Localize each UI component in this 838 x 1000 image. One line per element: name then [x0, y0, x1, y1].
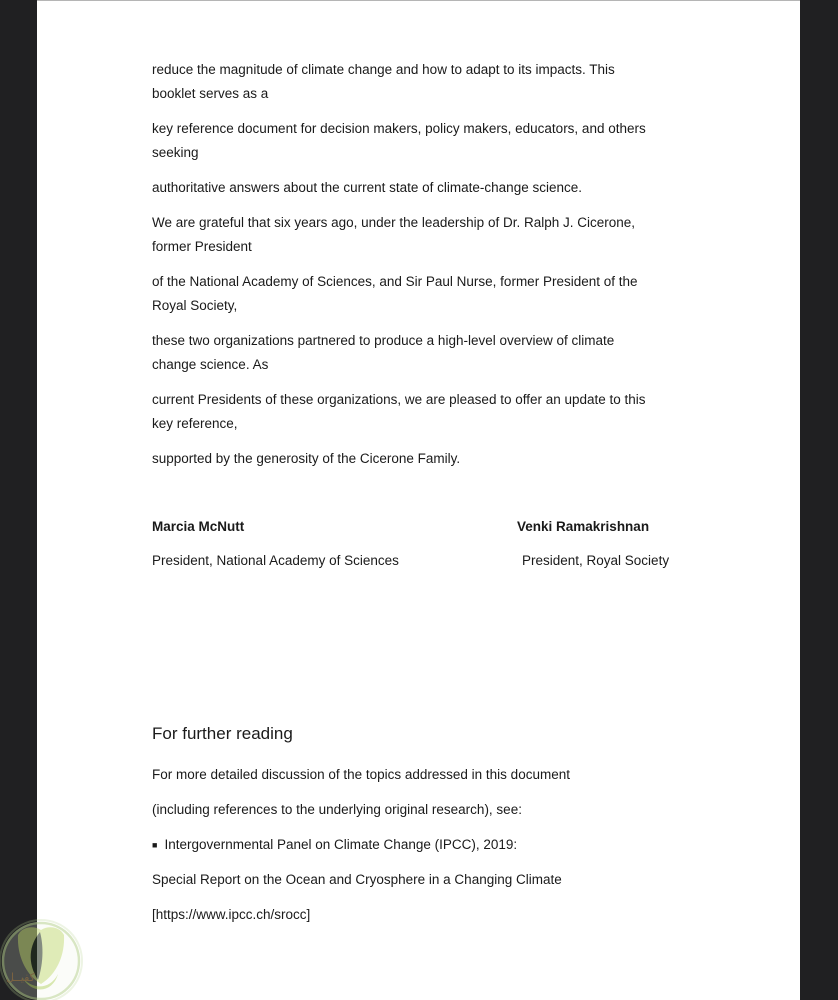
text-line: seeking: [152, 145, 199, 160]
paragraph: [152, 798, 712, 822]
text-line: these two organizations partnered to produce a high-level overview of climate: [152, 333, 615, 348]
reference-title: Intergovernmental Panel on Climate Change (IPCC), 2019:: [164, 837, 518, 852]
paragraph: [152, 329, 712, 377]
kafeel-watermark-logo: [0, 917, 86, 1000]
text-line: former President: [152, 239, 252, 254]
text-line: supported by the generosity of the Cicerone Family.: [152, 451, 461, 466]
paragraph: [152, 211, 712, 259]
paragraph: [152, 903, 712, 927]
text-line: For more detailed discussion of the topics addressed in this document: [152, 767, 570, 782]
signature-titles-row: [152, 549, 712, 573]
text-line: Royal Society,: [152, 298, 238, 313]
signatory-name-right: Venki Ramakrishnan: [517, 519, 650, 534]
watermark-arabic-label: كفيــل: [6, 971, 35, 984]
signature-names-row: [152, 515, 712, 539]
paragraph: [152, 58, 712, 106]
text-line: We are grateful that six years ago, under the leadership of Dr. Ralph J. Cicerone,: [152, 215, 636, 230]
page-top-edge: [37, 0, 800, 1]
reference-url: [https://www.ipcc.ch/srocc]: [152, 907, 311, 922]
reference-item: [152, 833, 712, 857]
paragraph: [152, 868, 712, 892]
text-line: of the National Academy of Sciences, and Sir Paul Nurse, former President of the: [152, 274, 638, 289]
text-line: reduce the magnitude of climate change and how to adapt to its impacts. This: [152, 62, 615, 77]
paragraph: [152, 176, 712, 200]
document-page-content: [152, 58, 712, 938]
square-bullet-icon: ■: [152, 840, 158, 850]
text-line: Special Report on the Ocean and Cryosphere in a Changing Climate: [152, 872, 562, 887]
further-reading-heading: For further reading: [152, 724, 293, 743]
signatory-title-left: President, National Academy of Sciences: [152, 553, 399, 568]
paragraph: [152, 270, 712, 318]
left-letterbox-bar: [0, 0, 37, 1000]
text-line: authoritative answers about the current state of climate-change science.: [152, 180, 582, 195]
signatory-name-left: Marcia McNutt: [152, 519, 245, 534]
text-line: change science. As: [152, 357, 269, 372]
paragraph: [152, 117, 712, 165]
text-line: [152, 833, 712, 857]
text-line: (including references to the underlying original research), see:: [152, 802, 522, 817]
signatory-title-right: President, Royal Society: [522, 553, 670, 568]
text-line: key reference document for decision makers, policy makers, educators, and others: [152, 121, 646, 136]
text-line: key reference,: [152, 416, 238, 431]
paragraph: [152, 447, 712, 471]
right-letterbox-bar: [800, 0, 838, 1000]
paragraph: [152, 388, 712, 436]
paragraph: [152, 763, 712, 787]
text-line: current Presidents of these organizations, we are pleased to offer an update to this: [152, 392, 646, 407]
text-line: booklet serves as a: [152, 86, 269, 101]
